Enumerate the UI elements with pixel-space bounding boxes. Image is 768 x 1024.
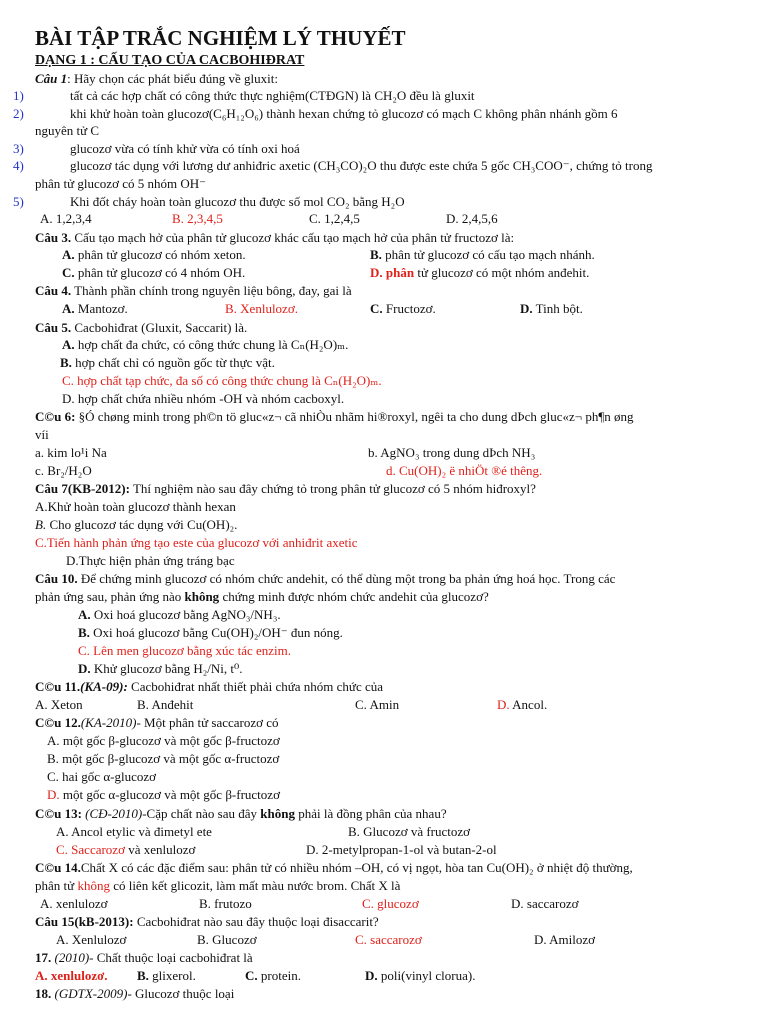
option-a: A. Oxi hoá glucozơ bằng AgNO₃/NH₃. (78, 607, 281, 622)
option-c-answer: C. saccarozơ (355, 932, 422, 947)
option-c-answer: C. Lên men glucozơ bằng xúc tác enzim. (78, 643, 291, 658)
statement-text: nguyên tử C (35, 123, 100, 138)
question-label: C©u 6: (35, 409, 76, 424)
option-d: D. 2-metylpropan-1-ol và butan-2-ol (306, 842, 497, 857)
question-stem: - Glucozơ thuộc loại (127, 986, 235, 1001)
option-b: B. một gốc β-glucozơ và một gốc α-fructozơ (47, 751, 280, 766)
question-label: Câu 10. (35, 571, 78, 586)
question-stem: Cấu tạo mạch hở của phân tử glucozơ khác cấu tạo mạch hở của phân tử fructozơ là: (71, 230, 515, 245)
question-11 (35, 678, 383, 695)
option-d-answer: d. Cu(OH)₂ ë nhiÖt ®é thêng. (386, 463, 543, 478)
question-15 (35, 913, 379, 930)
question-label: C©u 12. (35, 715, 81, 730)
option-a: A. phân tử glucozơ có nhóm xeton. (62, 247, 246, 262)
option-d-answer: D. phân tử glucozơ có một nhóm anđehit. (370, 265, 590, 280)
question-stem: - Chất thuộc loại cacbohiđrat là (89, 950, 253, 965)
option-b-answer: B. 2,3,4,5 (172, 211, 223, 226)
option-b: B. Glucozơ (197, 932, 257, 947)
question-10 (35, 570, 615, 587)
question-stem: Cacbohiđrat nào sau đây thuộc loại đisaccarit? (133, 914, 379, 929)
question-label: 17. (35, 950, 52, 965)
question-13: C©u 13: (CĐ-2010)-Cặp chất nào sau đây không phải là đồng phân của nhau? (35, 806, 447, 821)
question-label: C©u 14. (35, 860, 81, 875)
question-5 (35, 319, 247, 336)
option-b: B. Glucozơ và fructozơ (348, 824, 471, 839)
question-6 (35, 408, 633, 425)
option-a: A. 1,2,3,4 (40, 211, 92, 226)
option-b: B. frutozo (199, 896, 252, 911)
option-a: A. Xenlulozơ (56, 932, 127, 947)
question-stem-continued: víi (35, 427, 49, 442)
question-label: Câu 3. (35, 230, 72, 245)
option-c: C. protein. (245, 968, 301, 983)
option-a-answer: A. xenlulozơ. (35, 968, 108, 983)
question-1 (35, 70, 278, 87)
option-d: D.Thực hiện phản ứng tráng bạc (66, 553, 235, 568)
question-label: Câu 1 (35, 71, 68, 86)
statement-number: 3) (13, 141, 24, 156)
option-d: D. saccarozơ (511, 896, 579, 911)
question-label: 18. (35, 986, 52, 1001)
option-a: A. Mantozơ. (62, 301, 128, 316)
option-b: B. Oxi hoá glucozơ bằng Cu(OH)₂/OH⁻ đun nóng. (78, 625, 343, 640)
option-c-answer: C. hợp chất tạp chức, đa số có công thức chung là Cₙ(H₂O)ₘ. (62, 373, 382, 388)
question-stem: Cacbohiđrat (Gluxit, Saccarit) là. (71, 320, 248, 335)
question-17 (35, 949, 253, 966)
statement-text: tất cả các hợp chất có công thức thực nghiệm(CTĐGN) là CH₂O đều là gluxit (70, 88, 475, 103)
option-c-answer: C. Saccarozơ và xenlulozơ (56, 842, 196, 857)
question-label: Câu 4. (35, 283, 72, 298)
question-stem: Cacbohiđrat nhất thiết phải chứa nhóm chức của (127, 679, 384, 694)
option-d: D. poli(vinyl clorua). (365, 968, 476, 983)
option-d: D. 2,4,5,6 (446, 211, 498, 226)
option-b: B. hợp chất chỉ có nguồn gốc từ thực vật. (60, 355, 275, 370)
statement-text: Khi đốt cháy hoàn toàn glucozơ thu được số mol CO₂ bằng H₂O (70, 194, 405, 209)
option-a: A. Ancol etylic và đimetyl ete (56, 824, 212, 839)
question-label: Câu 5. (35, 320, 72, 335)
option-c: C. hai gốc α-glucozơ (47, 769, 156, 784)
question-label: C©u 11. (35, 679, 81, 694)
option-c: C. 1,2,4,5 (309, 211, 360, 226)
question-stem-continued: phân tử không có liên kết glicozit, làm mất màu nước brom. Chất X là (35, 878, 401, 893)
question-stem: Chất X có các đặc điểm sau: phân tử có nhiều nhóm –OH, có vị ngọt, hòa tan Cu(OH)₂ ở nhiệt độ thường, (80, 860, 633, 875)
question-7 (35, 480, 536, 497)
option-a: A. hợp chất đa chức, có công thức chung là Cₙ(H₂O)ₘ. (62, 337, 349, 352)
option-b: B. Anđehit (137, 697, 194, 712)
question-label: C©u 13: (35, 806, 82, 821)
question-18 (35, 985, 234, 1002)
option-d: D. Amilozơ (534, 932, 596, 947)
page-title: BÀI TẬP TRẮC NGHIỆM LÝ THUYẾT (35, 26, 406, 50)
statement-number: 5) (13, 194, 24, 209)
question-stem: Thành phần chính trong nguyên liệu bông, đay, gai là (71, 283, 352, 298)
option-c: C. phân tử glucozơ có 4 nhóm OH. (62, 265, 246, 280)
question-stem: Để chứng minh glucozơ có nhóm chức andehit, có thể dùng một trong ba phản ứng hoá học. Trong các (77, 571, 616, 586)
section-heading: DẠNG 1 : CẤU TẠO CỦA CACBOHIĐRAT (35, 53, 305, 68)
option-d-answer: D. Ancol. (497, 697, 548, 712)
question-14 (35, 859, 633, 876)
question-12 (35, 714, 279, 731)
option-b-answer: B. Xenlulozơ. (225, 301, 298, 316)
question-stem: Thí nghiệm nào sau đây chứng tỏ trong phân tử glucozơ có 5 nhóm hiđroxyl? (129, 481, 536, 496)
option-a: a. kim lo¹i Na (35, 445, 107, 460)
option-d: D. Khử glucozơ bằng H₂/Ni, t⁰. (78, 661, 243, 676)
option-c: C. Amin (355, 697, 400, 712)
question-4 (35, 282, 352, 299)
statement-text: phân tử glucozơ có 5 nhóm OH⁻ (35, 176, 206, 191)
option-a: A. Xeton (35, 697, 83, 712)
option-b: B. Cho glucozơ tác dụng với Cu(OH)₂. (35, 517, 238, 532)
option-a: A.Khử hoàn toàn glucozơ thành hexan (35, 499, 236, 514)
question-source: (CĐ-2010) (81, 806, 143, 821)
statement-text: glucozơ vừa có tính khử vừa có tính oxi hoá (70, 141, 300, 156)
question-source: (KA-09): (80, 679, 128, 694)
question-stem-continued: phản ứng sau, phản ứng nào không chứng minh được nhóm chức andehit của glucozơ? (35, 589, 489, 604)
option-d-answer: D. một gốc α-glucozơ và một gốc β-fructozơ (47, 787, 280, 802)
question-label: Câu 15(kB-2013): (35, 914, 134, 929)
statement-number: 1) (13, 88, 24, 103)
question-source: (2010) (51, 950, 90, 965)
option-a: A. xenlulozơ (40, 896, 108, 911)
question-stem: - Một phân tử saccarozơ có (136, 715, 279, 730)
statement-number: 2) (13, 106, 24, 121)
option-a: A. một gốc β-glucozơ và một gốc β-fructozơ (47, 733, 280, 748)
question-3 (35, 229, 514, 246)
option-b: b. AgNO₃ trong dung dÞch NH₃ (368, 445, 536, 460)
option-b: B. phân tử glucozơ có cấu tạo mạch nhánh. (370, 247, 595, 262)
option-c: C. Fructozơ. (370, 301, 436, 316)
option-c-answer: C.Tiến hành phản ứng tạo este của glucozơ với anhiđrit axetic (35, 535, 358, 550)
statement-text: khi khử hoàn toàn glucozơ(C₆H₁₂O₆) thành hexan chứng tỏ glucozơ có mạch C không phân nhánh gồm 6 (70, 106, 618, 121)
option-d: D. Tinh bột. (520, 301, 583, 316)
option-d: D. hợp chất chứa nhiều nhóm -OH và nhóm cacboxyl. (62, 391, 345, 406)
question-source: (GDTX-2009) (51, 986, 128, 1001)
statement-number: 4) (13, 158, 24, 173)
option-c: c. Br₂/H₂O (35, 463, 92, 478)
question-stem: §Ó chøng minh trong ph©n tö gluc«z¬ cã nhiÒu nhãm hi®roxyl, ngêi ta cho dung dÞch gluc«z¬ ph¶n øng (75, 409, 634, 424)
question-stem: : Hãy chọn các phát biểu đúng về gluxit: (67, 71, 278, 86)
option-c-answer: C. glucozơ (362, 896, 419, 911)
question-source: (KA-2010) (80, 715, 137, 730)
option-b: B. glixerol. (137, 968, 196, 983)
statement-text: glucozơ tác dụng với lương dư anhiđric axetic (CH₃CO)₂O thu được este chứa 5 gốc CH₃COO⁻, chứng tỏ trong (70, 158, 653, 173)
question-label: Câu 7(KB-2012): (35, 481, 130, 496)
